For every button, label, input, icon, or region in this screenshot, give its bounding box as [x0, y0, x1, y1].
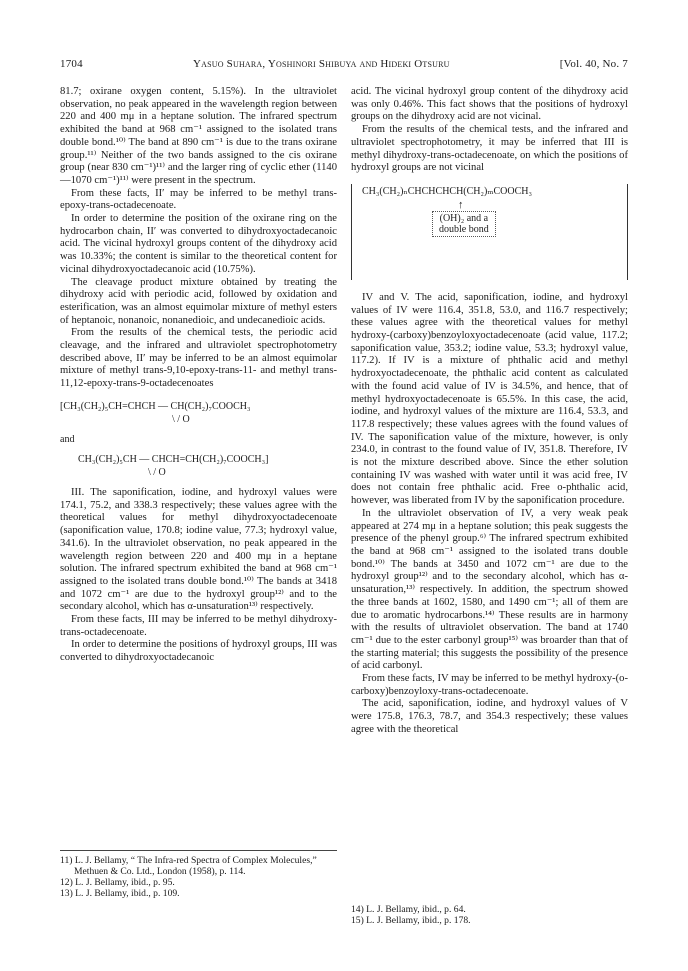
formula-annotation: (OH)₂ and a double bond: [432, 211, 496, 237]
footnotes-left: [60, 850, 337, 899]
right-column: [351, 86, 628, 737]
structural-formula-epoxides: [60, 401, 337, 479]
footnote: 11) L. J. Bellamy, “ The Infra-red Spectra of Complex Molecules,” Methuen & Co. Ltd., London (1958), p. 114.: [60, 855, 317, 877]
footnote: 13) L. J. Bellamy, ibid., p. 109.: [60, 888, 180, 899]
paragraph: From these facts, IV may be inferred to be methyl hydroxy-(o-carboxy)benzoyloxy-trans-octadecenoate.: [351, 673, 628, 697]
arrow-up-icon: ↑: [458, 198, 464, 211]
paragraph: From the results of the chemical tests, the periodic acid cleavage, and the infrared and ultraviolet spectrophotometry described above, II′ may be inferred to be an almost equimolar mixture of methyl trans-9,10-epoxy-trans-11- and methyl trans-11,12-epoxy-trans-9-octadecenoates: [60, 327, 337, 390]
formula-conjunction: and: [60, 433, 75, 445]
paragraph: In the ultraviolet observation of IV, a very weak peak appeared at 274 mμ in a heptane solution; this peak suggests the presence of the phenyl group.⁶⁾ The infrared spectrum exhibited the band at 968 cm⁻¹ assigned to the isolated trans double bond.¹⁰⁾ The bands at 3450 and 1072 cm⁻¹ are due to the hydroxyl group¹²⁾ and to the secondary alcohol, which has α-unsaturation,¹³⁾ respectively. In addition, the spectrum showed the three bands at 1602, 1580, and 1490 cm⁻¹; all of them are due to aromatic hydrocarbons.¹⁴⁾ These results are in harmony with the results of ultraviolet observation. The band at 1740 cm⁻¹ due to the ester carbonyl group¹⁵⁾ was broarder than that of the starting material; this suggests the possibility of the presence of acid carbonyl.: [351, 507, 628, 672]
footnote: 12) L. J. Bellamy, ibid., p. 95.: [60, 877, 175, 888]
paragraph: 81.7; oxirane oxygen content, 5.15%). In the ultraviolet observation, no peak appeared in the wavelength region between 220 and 400 mμ in a heptane solution. The infrared spectrum exhibited the band at 968 cm⁻¹ assigned to the isolated trans double bond.¹⁰⁾ The band at 890 cm⁻¹ is due to the trans oxirane group.¹¹⁾ Neither of the two bands assigned to the cis oxirane group (near 830 cm⁻¹)¹¹⁾ and the larger ring of cyclic ether (1140—1070 cm⁻¹)¹¹⁾ were present in the spectrum.: [60, 86, 337, 186]
footnotes-right: [351, 850, 628, 926]
paragraph: The acid, saponification, iodine, and hydroxyl values of V were 175.8, 176.3, 78.7, and 354.3 respectively; these values agree with the theoretical: [351, 698, 628, 735]
paragraph: In order to determine the position of the oxirane ring on the hydrocarbon chain, II′ was converted to dihydroxyoctadecanoic acid. The vicinal hydroxyl groups content of the dihydroxy acid was 10.33%; the content is similar to the theoretical content for vicinal dihydroxyoctadecanoic acid (10.75%).: [60, 213, 337, 275]
epoxide-oxygen: \ / O: [148, 466, 166, 478]
paragraph: In order to determine the positions of hydroxyl groups, III was converted to dihydroxyoctadecanoic: [60, 639, 337, 664]
page-number: 1704: [60, 58, 83, 70]
footnote: 15) L. J. Bellamy, ibid., p. 178.: [351, 915, 471, 926]
paragraph: acid. The vicinal hydroxyl group content of the dihydroxy acid was only 0.46%. This fact shows that the positions of hydroxyl groups on the dihydroxy acid are not vicinal.: [351, 86, 628, 123]
volume-info: [Vol. 40, No. 7: [559, 58, 628, 70]
formula-line: CH₃(CH₂)ₙCHCHCHCH(CH₂)ₘCOOCH₃: [362, 185, 532, 197]
formula-line: [CH₃(CH₂)₅CH=CHCH — CH(CH₂)₇COOCH₃: [60, 400, 251, 412]
left-column: [60, 86, 337, 665]
footnote: 14) L. J. Bellamy, ibid., p. 64.: [351, 904, 466, 915]
paragraph: From the results of the chemical tests, and the infrared and ultraviolet spectrophotometry, it may be inferred that III is methyl dihydroxy-trans-octadecenoate, on which the positions of hydroxyl groups are not vicinal: [351, 124, 628, 174]
formula-line: CH₃(CH₂)₅CH — CHCH=CH(CH₂)₇COOCH₃]: [78, 454, 269, 466]
running-header: [60, 58, 628, 70]
running-authors: Yasuo Suhara, Yoshinori Shibuya and Hideki Otsuru: [192, 58, 450, 70]
epoxide-oxygen: \ / O: [172, 413, 190, 425]
paragraph: From these facts, II′ may be inferred to be methyl trans-epoxy-trans-octadecenoate.: [60, 187, 337, 212]
paragraph: III. The saponification, iodine, and hydroxyl values were 174.1, 75.2, and 338.3 respectively; these values agree with the theoretical values for methyl dihydroxyoctadecenoate (saponification value, 170.8; iodine value, 77.3; hydroxyl value, 341.6). In the ultraviolet observation, no peak appeared in the wavelength region between 220 and 400 mμ in a heptane solution. The infrared spectrum exhibited the band at 968 cm⁻¹ assigned to the isolated trans double bond.¹⁰⁾ The bands at 3418 and 1072 cm⁻¹ are due to the hydroxyl group¹²⁾ and to the secondary alcohol, which has α-unsaturation¹³⁾ respectively.: [60, 486, 337, 613]
paragraph: IV and V. The acid, saponification, iodine, and hydroxyl values of IV were 116.4, 351.8, 53.0, and 116.7 respectively; these values agree with the theoretical values for methyl hydroxy-(carboxy)benzoyloxyoctadecenoate (acid value, 117.2; saponification value, 353.2; iodine value, 53.3; hydroxyl value, 117.2). If IV is a mixture of phthalic acid and methyl hydroxyoctadecenoate, the phthalic acid content as calculated with the found acid value of IV is 34.5%, and hence, that of methyl hydroxyoctadecenoate is 65.5%. In this case, the acid, iodine, and hydroxyl values of the mixture are 116.4, 53.3, and 117.8 respectively; these values agrees with the found values of IV. The saponification value of the mixture, however, is only 234.0, in contrast to the found value of IV, 351.8. Therefore, IV is not the mixture described above. Since the ether solution containing IV was washed with water until it was acid free, IV does not contain free phthalic acid. Free o-phthalic acid, however, was liberated from IV by the saponification procedure.: [351, 291, 628, 507]
paragraph: From these facts, III may be inferred to be methyl dihydroxy-trans-octadecenoate.: [60, 614, 337, 638]
structural-formula-box: [351, 184, 628, 280]
paragraph: The cleavage product mixture obtained by treating the dihydroxy acid with periodic acid, followed by oxidation and esterification, was an almost equimolar mixture of methyl esters of heptanoic, nonanoic, nonanedioic, and undecanedioic acids.: [60, 276, 337, 326]
